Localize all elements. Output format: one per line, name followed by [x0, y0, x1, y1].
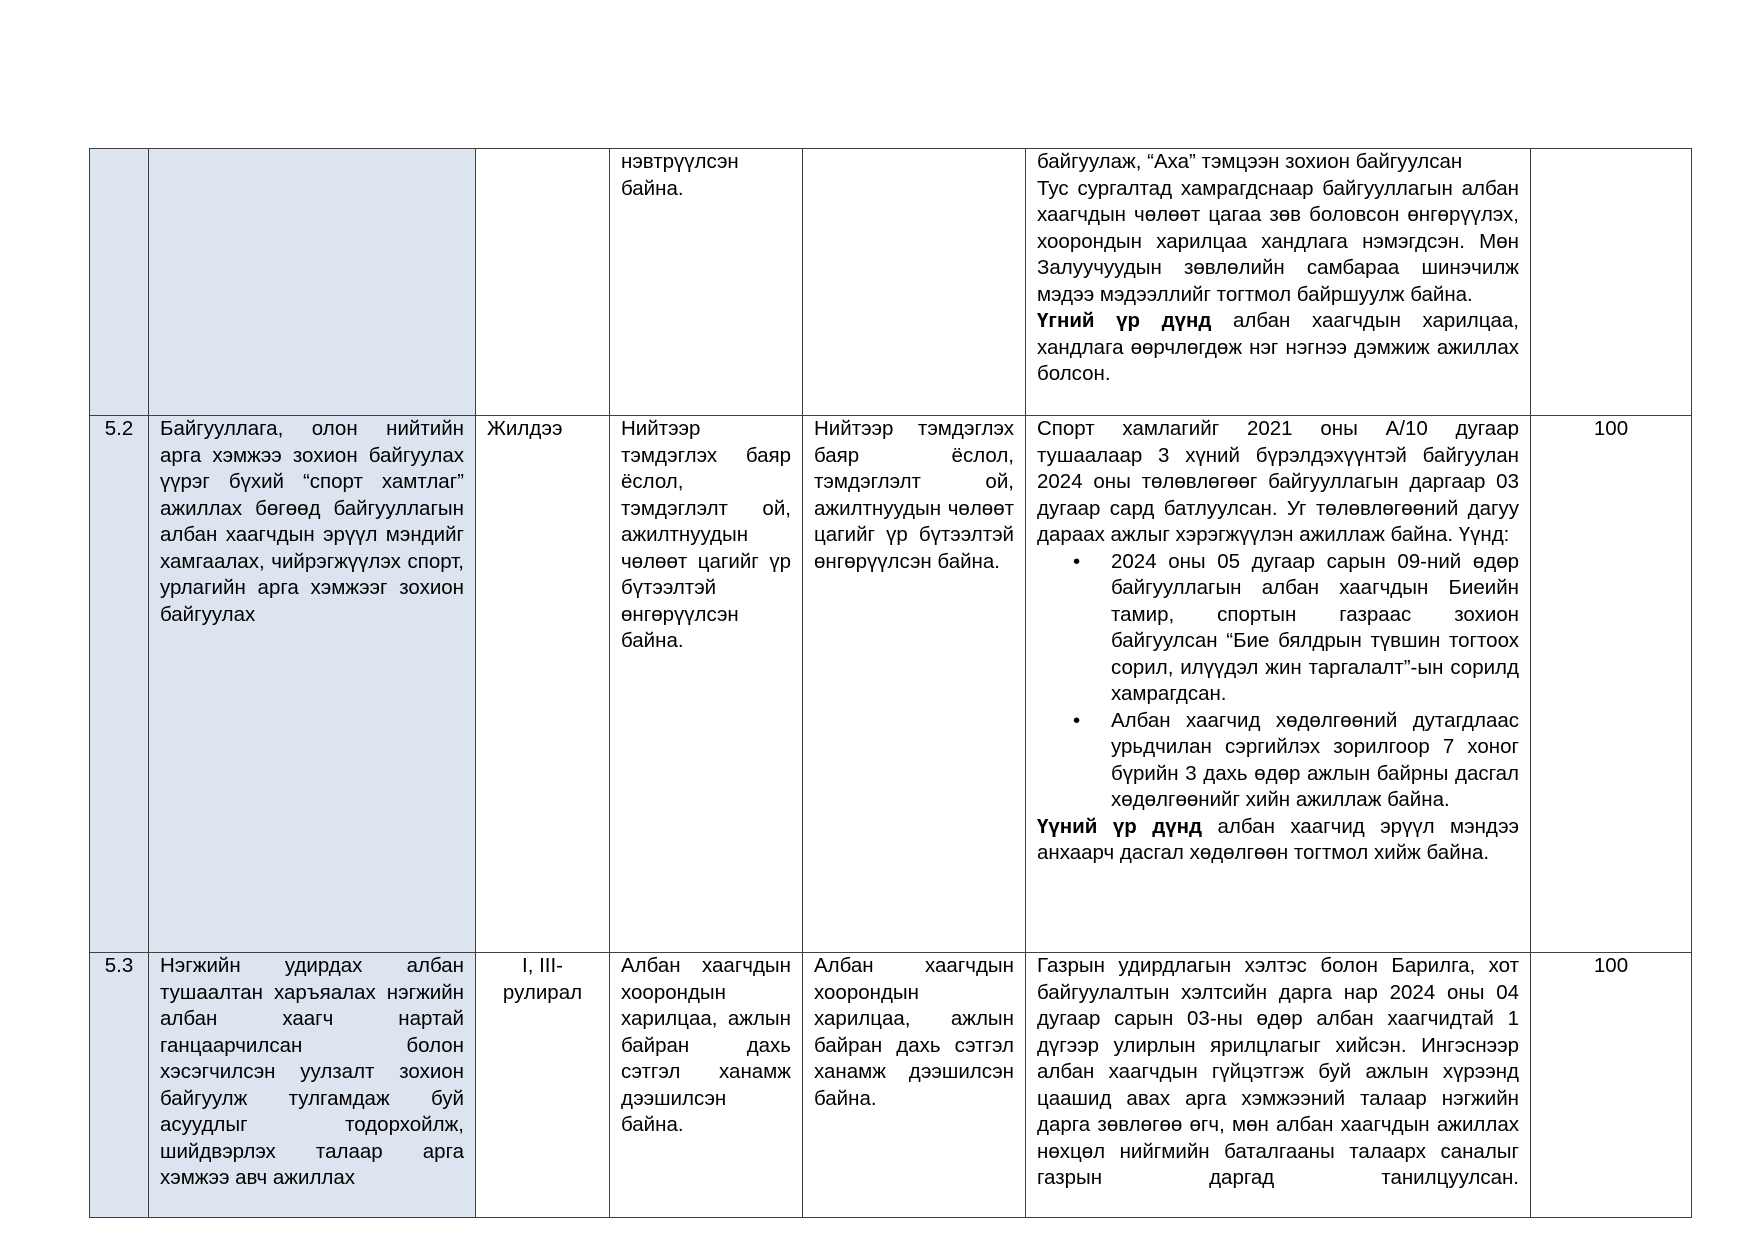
- period-cell: [476, 149, 610, 416]
- outcome-label: Үгний үр дүнд: [1037, 309, 1212, 332]
- result-paragraph: байгуулаж, “Аха” тэмцээн зохион байгуулсан: [1037, 150, 1463, 173]
- outcome-label: Үүний үр дүнд: [1037, 814, 1203, 838]
- expected-result-cell: нэвтрүүлсэн байна.: [610, 149, 803, 416]
- row-number-cell: 5.3: [90, 953, 149, 1218]
- task-cell: Байгууллага, олон нийтийн арга хэмжээ зохион байгуулах үүрэг бүхий “спорт хамтлаг” ажиллах бөгөөд байгууллагын албан хаагчдын эрүүл мэндийг хамгаалах, чийрэгжүүлэх спорт, урлагийн арга хэмжээг зохион байгуулах: [149, 416, 476, 953]
- expected-result-cell: Албан хаагчдын хоорондын харилцаа, ажлын байран дахь сэтгэл ханамж дээшилсэн байна.: [610, 953, 803, 1218]
- result-cell: [1026, 953, 1531, 1218]
- period-cell: Жилдээ: [476, 416, 610, 953]
- row-number-cell: [90, 149, 149, 416]
- indicator-cell: [803, 149, 1026, 416]
- score-cell: 100: [1531, 953, 1692, 1218]
- outcome-text: албан хаагчдын харилцаа, хандлага өөрчлөгдөж нэг нэгнээ дэмжиж ажиллах болсон.: [1037, 309, 1519, 385]
- list-item: [1073, 708, 1519, 814]
- result-bullet-list: [1037, 549, 1519, 814]
- outcome-paragraph: [1037, 814, 1519, 867]
- result-paragraph: Газрын удирдлагын хэлтэс болон Барилга, хот байгуулалтын хэлтсийн дарга нар 2024 оны 04 дугаар сарын 03-ны өдөр албан хаагчидтай 1 дүгээр улирлын ярилцлагыг хийсэн. Ингэснээр албан хаагчдын гүйцэтгэж буй ажлын хүрээнд цаашид авах арга хэмжээний талаар нэгжийн дарга зөвлөгөө өгч, мөн албан хаагчдын ажиллах нөхцөл нийгмийн баталгааны талаарх саналыг газрын даргад танилцуулсан.: [1037, 954, 1519, 1189]
- indicator-cell: Албан хаагчдын хоорондын харилцаа, ажлын байран дахь сэтгэл ханамж дээшилсэн байна.: [803, 953, 1026, 1218]
- list-item: [1073, 549, 1519, 708]
- bullet-text: Албан хаагчид хөдөлгөөний дутагдлаас урьдчилан сэргийлэх зорилгоор 7 хоног бүрийн 3 дахь өдөр ажлын байрны дасгал хөдөлгөөнийг хийн ажиллаж байна.: [1111, 708, 1519, 811]
- bullet-icon: •: [1073, 549, 1081, 573]
- table-row: [90, 416, 1692, 953]
- action-plan-table: [89, 148, 1692, 1218]
- result-cell: [1026, 416, 1531, 953]
- task-cell: [149, 149, 476, 416]
- result-intro: Спорт хамлагийг 2021 оны А/10 дугаар тушаалаар 3 хүний бүрэлдэхүүнтэй байгуулан 2024 оны төлөвлөгөөг байгууллагын даргаар 03 дугаар сард батлуулсан. Уг төлөвлөгөөний дагуу дараах ажлыг хэрэгжүүлэн ажиллаж байна. Үүнд:: [1037, 417, 1519, 546]
- outcome-paragraph: [1037, 308, 1519, 388]
- table-row: [90, 953, 1692, 1218]
- score-cell: [1531, 149, 1692, 416]
- bullet-icon: •: [1073, 708, 1081, 732]
- task-cell: Нэгжийн удирдах албан тушаалтан харъяалах нэгжийн албан хаагч нартай ганцаарчилсан болон хэсэгчилсэн уулзалт зохион байгуулж тулгамдаж буй асуудлыг тодорхойлж, шийдвэрлэх талаар арга хэмжээ авч ажиллах: [149, 953, 476, 1218]
- period-cell: I, III-рулирал: [476, 953, 610, 1218]
- outcome-text: албан хаагчид эрүүл мэндээ анхаарч дасгал хөдөлгөөн тогтмол хийж байна.: [1037, 814, 1519, 864]
- bullet-text: 2024 оны 05 дугаар сарын 09-ний өдөр байгууллагын албан хаагчдын Биеийн тамир, спортын газраас зохион байгуулсан “Бие бялдрын түвшин тогтоох сорил, илүүдэл жин таргалалт”-ын сорилд хамрагдсан.: [1111, 549, 1519, 705]
- result-paragraph: Тус сургалтад хамрагдснаар байгууллагын албан хаагчдын чөлөөт цагаа зөв боловсон өнгөрүүлэх, хоорондын харилцаа хандлага нэмэгдсэн. Мөн Залуучуудын зөвлөлийн самбараа шинэчилж мэдээ мэдээллийг тогтмол байршуулж байна.: [1037, 176, 1519, 306]
- result-cell: [1026, 149, 1531, 416]
- score-cell: 100: [1531, 416, 1692, 953]
- table-row: [90, 149, 1692, 416]
- expected-result-cell: Нийтээр тэмдэглэх баяр ёслол, тэмдэглэлт ой, ажилтнуудын чөлөөт цагийг үр бүтээлтэй өнгөрүүлсэн байна.: [610, 416, 803, 953]
- indicator-cell: Нийтээр тэмдэглэх баяр ёслол, тэмдэглэлт ой, ажилтнуудын чөлөөт цагийг үр бүтээлтэй өнгөрүүлсэн байна.: [803, 416, 1026, 953]
- row-number-cell: 5.2: [90, 416, 149, 953]
